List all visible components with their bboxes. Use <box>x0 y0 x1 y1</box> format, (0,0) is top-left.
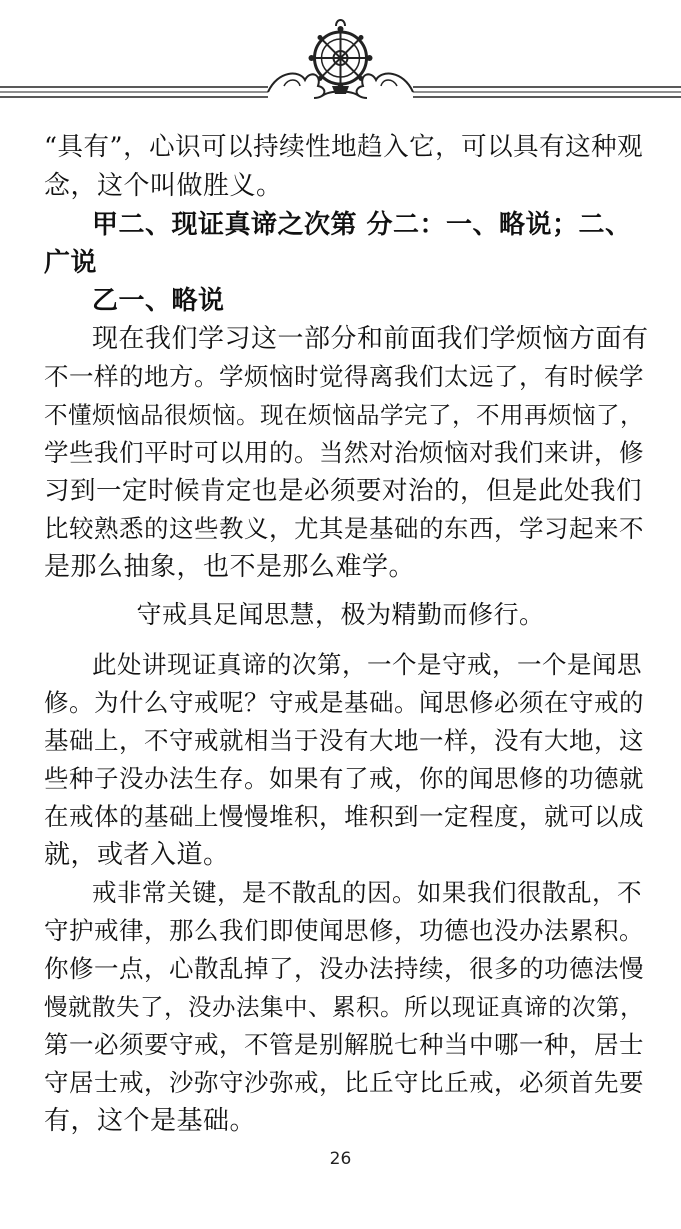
paragraph-line: 你修一点，心散乱掉了，没办法持续，很多的功德法慢 <box>44 954 644 983</box>
paragraph-line: 学些我们平时可以用的。当然对治烦恼对我们来讲，修 <box>44 438 644 467</box>
paragraph-line: 不一样的地方。学烦恼时觉得离我们太远了，有时候学 <box>44 362 644 391</box>
paragraph-line: 守居士戒，沙弥守沙弥戒，比丘守比丘戒，必须首先要 <box>44 1068 644 1097</box>
subsection-heading: 乙一、略说 <box>92 286 225 316</box>
page-number: 26 <box>329 1149 352 1169</box>
paragraph-line: 第一必须要守戒，不管是别解脱七种当中哪一种，居士 <box>44 1030 644 1059</box>
section-heading: 广说 <box>44 248 98 278</box>
paragraph-line: 守护戒律，那么我们即使闻思修，功德也没办法累积。 <box>44 916 644 945</box>
paragraph-line: 现在我们学习这一部分和前面我们学烦恼方面有 <box>92 324 649 354</box>
paragraph-line: 念，这个叫做胜义。 <box>44 171 283 201</box>
paragraph-line: 在戒体的基础上慢慢堆积，堆积到一定程度，就可以成 <box>44 802 644 831</box>
paragraph-line: 习到一定时候肯定也是必须要对治的，但是此处我们 <box>44 476 643 506</box>
verse-quote: 守戒具足闻思慧，极为精勤而修行。 <box>136 600 545 629</box>
header-ornament <box>0 0 681 120</box>
paragraph-line: 就，或者入道。 <box>44 840 230 870</box>
section-heading: 甲二、现证真谛之次第 分二：一、略说；二、 <box>92 210 632 240</box>
paragraph-line: “具有”，心识可以持续性地趋入它，可以具有这种观 <box>44 132 644 162</box>
paragraph-line: 此处讲现证真谛的次第，一个是守戒，一个是闻思 <box>92 650 642 679</box>
paragraph-line: 基础上，不守戒就相当于没有大地一样，没有大地，这 <box>44 726 644 755</box>
paragraph-line: 有，这个是基础。 <box>44 1106 257 1136</box>
paragraph-line: 慢就散失了，没办法集中、累积。所以现证真谛的次第， <box>44 993 644 1021</box>
paragraph-line: 些种子没办法生存。如果有了戒，你的闻思修的功德就 <box>44 764 644 793</box>
paragraph-line: 戒非常关键，是不散乱的因。如果我们很散乱，不 <box>92 878 642 907</box>
paragraph-line: 不懂烦恼品很烦恼。现在烦恼品学完了，不用再烦恼了， <box>44 401 644 429</box>
paragraph-line: 是那么抽象，也不是那么难学。 <box>44 552 416 582</box>
paragraph-line: 修。为什么守戒呢？守戒是基础。闻思修必须在守戒的 <box>44 688 644 717</box>
paragraph-line: 比较熟悉的这些教义，尤其是基础的东西，学习起来不 <box>44 514 644 543</box>
